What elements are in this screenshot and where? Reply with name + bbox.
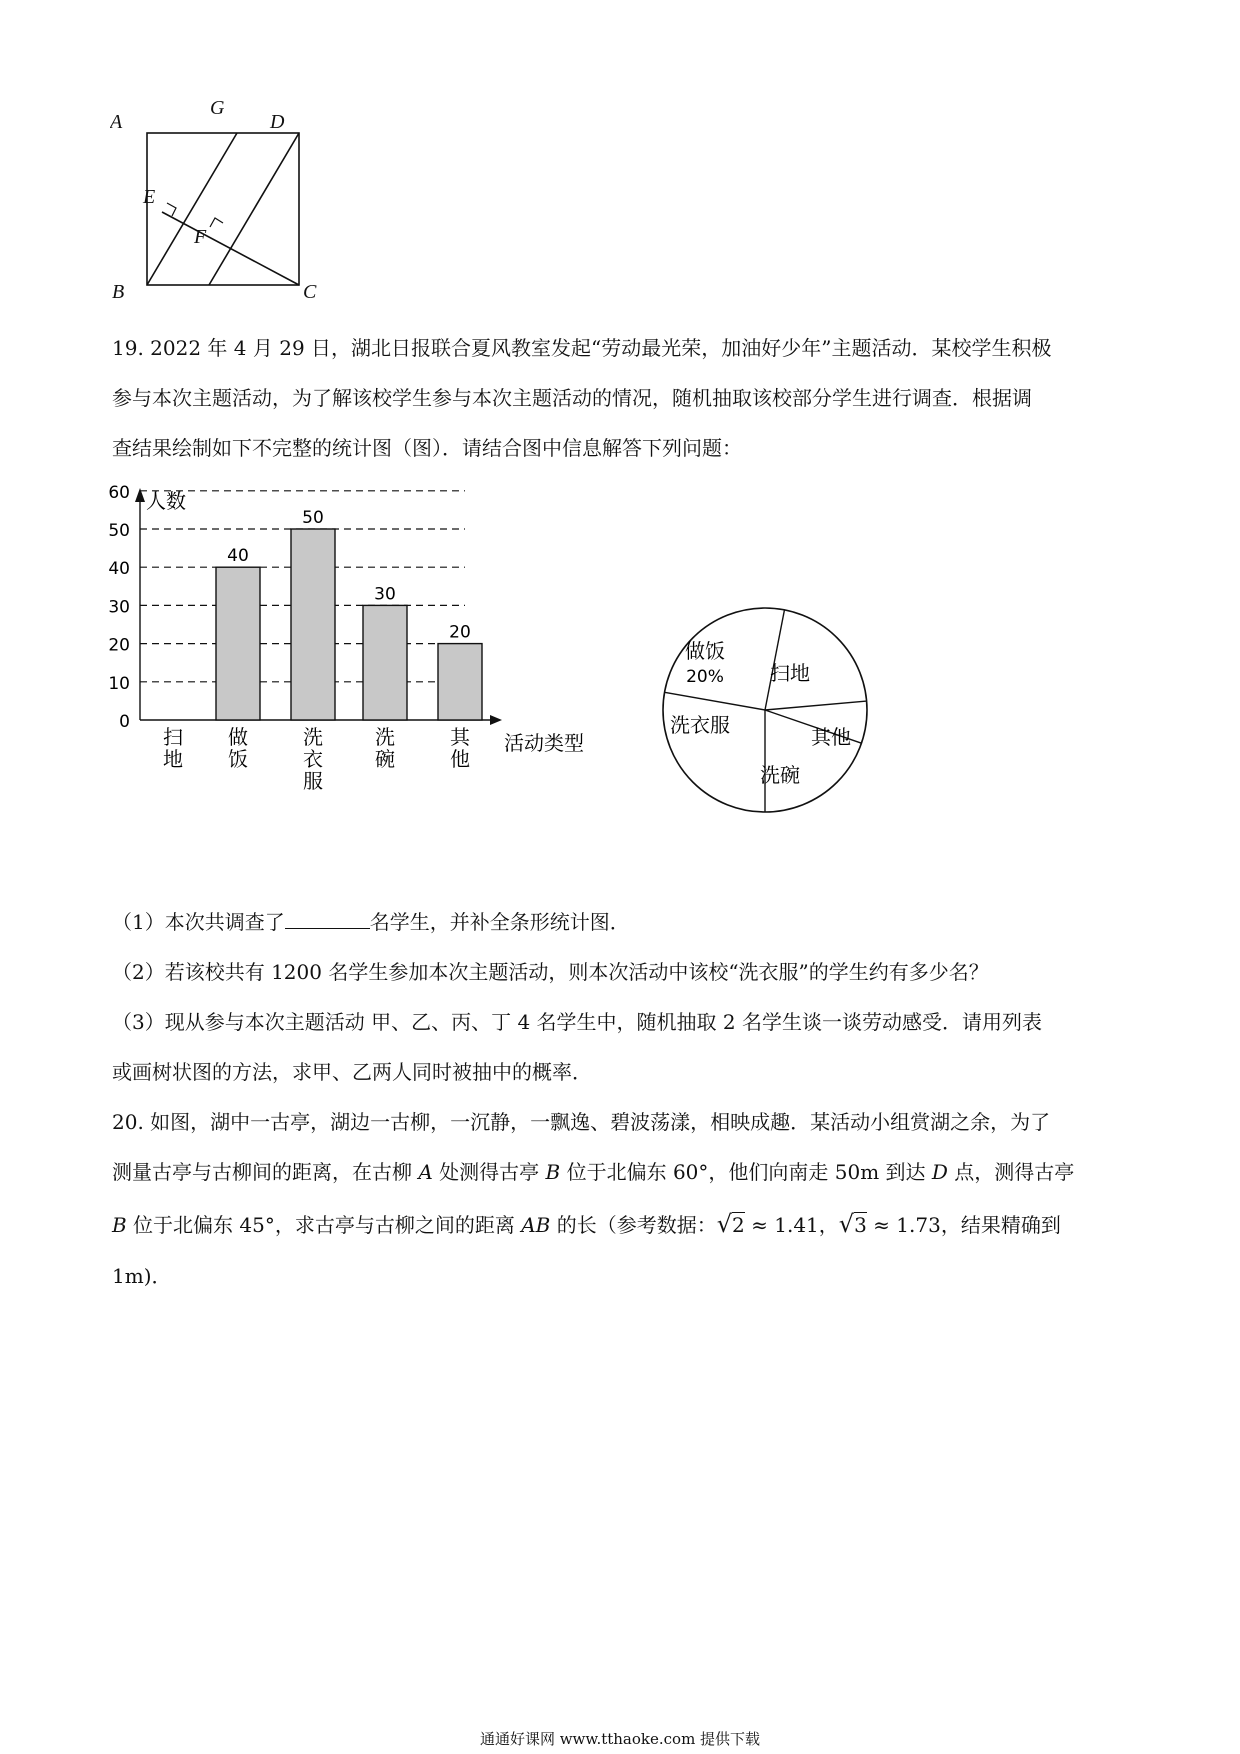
q20-line-4: 1m)． [112, 1264, 172, 1288]
x-tick-label: 衣 [303, 747, 323, 771]
pie-chart [635, 580, 895, 840]
bar-chart [100, 470, 660, 870]
slice-label: 做饭 [685, 639, 725, 663]
y-axis-arrow [135, 488, 145, 502]
q19-line-3: 查结果绘制如下不完整的统计图（图）．请结合图中信息解答下列问题： [112, 436, 742, 460]
slice-label: 扫地 [770, 661, 810, 685]
q20-text: 测量古亭与古柳间的距离，在古柳 [112, 1160, 419, 1184]
label-g: G [210, 100, 225, 119]
segment-dc [209, 133, 299, 285]
q20-line-3 [112, 1210, 1132, 1238]
right-angle-mark-e [167, 203, 176, 216]
x-tick-label: 洗 [303, 725, 323, 749]
bar [291, 529, 335, 720]
q19-part-1 [112, 912, 1132, 932]
y-tick-label: 50 [108, 521, 130, 541]
segment-ec [162, 212, 299, 285]
label-a: A [110, 111, 123, 133]
right-angle-mark-f [210, 218, 223, 227]
x-tick-label: 其 [450, 725, 470, 749]
bar-value-label: 20 [449, 622, 471, 643]
label-d: D [270, 111, 285, 133]
q20-text: 的长（参考数据： [550, 1213, 717, 1237]
y-axis-label: 人数 [146, 489, 186, 513]
x-tick-label: 碗 [375, 747, 395, 771]
q20-line-2 [112, 1162, 1132, 1182]
y-tick-label: 40 [108, 559, 130, 580]
label-e: E [143, 186, 156, 208]
label-b: B [112, 281, 125, 303]
q20-line-1: 20. 如图，湖中一古亭，湖边一古柳，一沉静，一飘逸、碧波荡漾，相映成趣．某活动小组赏湖之余，为了 [112, 1110, 1051, 1134]
slice-boundary [665, 692, 765, 710]
footer-source: 通通好课网 www.tthaoke.com 提供下载 [479, 1730, 761, 1748]
bar-value-label: 30 [374, 584, 396, 605]
x-tick-label: 做 [228, 725, 248, 749]
q20-text: 点，测得古亭 [947, 1160, 1075, 1184]
q20-text: 位于北偏东 60°，他们向南走 50m 到达 [560, 1160, 932, 1184]
bar-value-label: 50 [302, 508, 324, 528]
segment-bg [147, 133, 237, 285]
y-tick-label: 30 [108, 597, 130, 618]
q20-text: ≈ 1.73，结果精确到 [866, 1213, 1061, 1237]
segment-ab: AB [521, 1213, 551, 1237]
y-tick-label: 20 [108, 635, 130, 656]
point-d: D [931, 1160, 948, 1184]
x-axis-arrow [490, 715, 502, 725]
y-tick-label: 10 [108, 673, 130, 694]
bar [438, 644, 482, 720]
slice-boundary [765, 610, 784, 710]
slice-boundary [765, 701, 867, 710]
q20-text: 位于北偏东 45°，求古亭与古柳之间的距离 [126, 1213, 522, 1237]
point-a: A [418, 1160, 433, 1184]
q20-text: ≈ 1.41， [744, 1213, 839, 1237]
bar-value-label: 40 [227, 546, 249, 567]
x-axis-label: 活动类型 [504, 731, 584, 755]
answer-blank[interactable] [285, 912, 370, 929]
x-tick-label: 服 [303, 769, 323, 793]
point-b: B [112, 1213, 127, 1237]
geometry-figure [110, 100, 340, 310]
q19-line-1: 19. 2022 年 4 月 29 日，湖北日报联合夏风教室发起“劳动最光荣，加油好少年”主题活动．某校学生积极 [112, 336, 1052, 360]
q20-text: 处测得古亭 [432, 1160, 546, 1184]
slice-label: 洗碗 [760, 763, 800, 787]
q19-part-1-pre: （1）本次共调查了 [112, 910, 285, 934]
x-tick-label: 扫 [163, 725, 183, 749]
slice-label: 洗衣服 [670, 713, 730, 737]
sqrt-3: √3 [838, 1210, 867, 1238]
slice-label: 其他 [811, 725, 851, 749]
q19-part-3-line-1: （3）现从参与本次主题活动 甲、乙、丙、丁 4 名学生中，随机抽取 2 名学生谈一谈劳动感受．请用列表 [112, 1010, 1042, 1034]
sqrt-2-radicand: 2 [732, 1213, 745, 1237]
label-f: F [194, 226, 207, 248]
bar [216, 567, 260, 720]
x-tick-label: 他 [450, 747, 470, 771]
sqrt-2: √2 [716, 1210, 745, 1238]
q19-part-3-line-2: 或画树状图的方法，求甲、乙两人同时被抽中的概率． [112, 1060, 592, 1084]
q19-part-2: （2）若该校共有 1200 名学生参加本次主题活动，则本次活动中该校“洗衣服”的学生约有多少名？ [112, 960, 989, 984]
label-c: C [303, 281, 317, 303]
y-tick-label: 60 [108, 482, 130, 503]
point-b: B [545, 1160, 561, 1184]
q19-part-1-post: 名学生，并补全条形统计图． [369, 910, 630, 934]
x-tick-label: 洗 [375, 725, 395, 749]
q19-line-2: 参与本次主题活动，为了解该校学生参与本次主题活动的情况，随机抽取该校部分学生进行调查．根据调 [112, 386, 1032, 410]
x-tick-label: 地 [163, 747, 183, 771]
bar [363, 605, 407, 720]
x-tick-label: 饭 [228, 747, 248, 771]
y-tick-label: 0 [119, 712, 130, 732]
slice-percent-label: 20% [686, 667, 724, 687]
sqrt-3-radicand: 3 [854, 1213, 867, 1237]
